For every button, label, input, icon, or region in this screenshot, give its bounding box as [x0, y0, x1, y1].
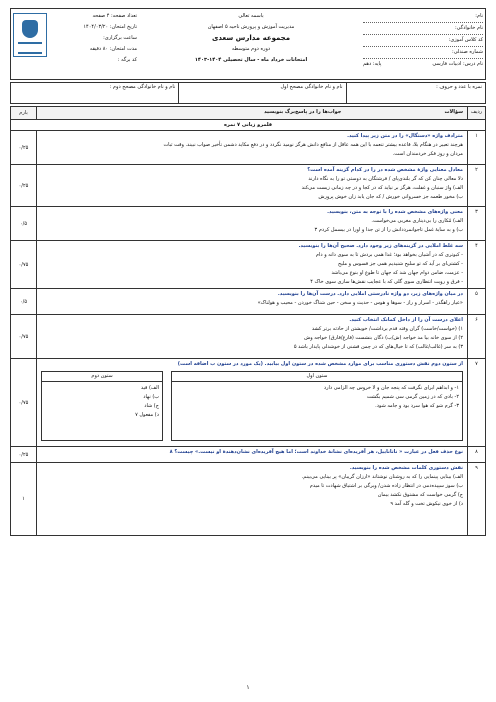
question-line: الف) واژ سنبان و غفلت، هرگز بر نیاید که در کجا و در چه زمانی زیست می‌کند — [301, 185, 463, 191]
question-title: معادل معنایی واژهٔ مشخص شده در را در کدام گزینه آمده است؟ — [307, 167, 463, 173]
question-number: ۳ — [467, 207, 485, 240]
column-one-item: ۳- گرم شو که هوا سرد بود و جامه شود. — [375, 403, 459, 409]
question-title: از ستون دوم نقش دستوری مناسب برای موارد مشخص شده در ستون اول بیابید. (یک مورد در ستون ب اضافه است) — [177, 361, 463, 367]
question-title: در میان واژه‌های زیر، دو واژه نادرستی املایی دارد. درست آن‌ها را بنویسید. — [277, 291, 463, 297]
exam-time: ساعت برگزاری: — [103, 35, 137, 41]
question-number: ۱ — [467, 131, 485, 164]
grading-row — [10, 82, 486, 104]
question-score: ۰/۲۵ — [11, 165, 37, 206]
question-number: ۵ — [467, 289, 485, 314]
question-score: ۰/۷۵ — [11, 359, 37, 446]
question-number: ۸ — [467, 447, 485, 462]
exam-header — [10, 8, 486, 80]
student-info — [363, 11, 483, 77]
first-corrector-field[interactable]: نام و نام خانوادگی مصحح اول — [178, 83, 345, 103]
exam-date: تاریخ امتحان: ۱۴۰۴/۰۳/۲۰ — [83, 24, 137, 30]
question-line: الف) مُکاری را بی‌دیناری مغربی می‌خواست. — [371, 218, 463, 224]
org-name: مدیریت آموزش و پرورش ناحیه ۵ اصفهان — [207, 24, 295, 30]
question-line: - عزمت، ضامن دوام جهان شد که جهان تا طوع او بنوع می‌باشد — [331, 270, 463, 276]
score-field[interactable]: نمره با عدد و حروف : — [346, 83, 485, 103]
exam-duration: مدت امتحان: ۸۰ دقیقه — [89, 46, 137, 52]
question-number: ۶ — [467, 315, 485, 358]
student-family-field[interactable]: نام خانوادگی: — [363, 23, 483, 35]
question-title: معنی واژه‌های مشخص شده را با توجه به متن، بنویسید. — [327, 209, 463, 215]
question-title: مترادف واژه «دستگال» را در متن زیر پیدا کنید. — [347, 133, 463, 139]
question-row — [11, 131, 485, 165]
question-row — [11, 463, 485, 535]
col-questions-header: سؤالات — [444, 109, 463, 115]
question-line: ب) سوز سپیده‌دمی در انتظار زاده شدن/ ویرگی بر اشتیاق شهادت تا میدم — [309, 483, 463, 489]
column-one-box — [171, 371, 463, 441]
column-one-item: ۱- و ابداهم ابرای نگرفت که پنجه جان و لا خروس چه الزامی دارد — [323, 385, 459, 391]
answer-instruction: جواب‌ها را در پاسخ‌برگ بنویسید — [264, 109, 342, 115]
question-line: دلا معالی چنان کن که گر بلندی‌پای / فرشتگان به دوستی تو را به نگاه دارند — [308, 176, 463, 182]
question-score: ۰/۷۵ — [11, 315, 37, 358]
page-count: تعداد صفحه: ۴ صفحه — [92, 13, 137, 19]
question-line: ۳) به سر (غالب/غالب) که تا خیال‌های که در چمن قشنی از خوشدلی پایدار باشد ۵ — [293, 344, 463, 350]
question-row — [11, 447, 485, 463]
question-row — [11, 207, 485, 241]
question-number: ۹ — [467, 463, 485, 535]
col-row-header: ردیف — [467, 107, 485, 119]
question-number: ۷ — [467, 359, 485, 446]
column-two-item: ج) شاد — [144, 403, 159, 409]
question-row — [11, 359, 485, 447]
question-number: ۲ — [467, 165, 485, 206]
school-logo-icon — [13, 13, 47, 57]
school-name: مجموعه مدارس سعدی — [211, 34, 291, 42]
page-number: ۱ — [246, 684, 250, 691]
school-level: دوره دوم متوسطه — [231, 46, 271, 52]
bismillah: باسمه تعالی — [238, 13, 264, 19]
question-line: د) از خوی نیکوش تخت و گله آمد ۹ — [390, 501, 463, 507]
question-line: مردان و روز فکر خردمندان است. — [392, 151, 463, 157]
column-one-item: ۲- بادی که در زمین گرمی سی شمیم بگشت — [366, 394, 459, 400]
question-score: ۰/۵ — [11, 207, 37, 240]
seat-number-field[interactable]: شماره صندلی: — [363, 47, 483, 59]
question-line: هرچند تعبیر در هنگام بلا، قاعده بیشتر تنعمه با این همه عاقل از منافع دانش هرگز نومید نگردد و در دفع مکاید دشمن تأخیر صواب نبیند. وقت ثبات — [163, 142, 463, 148]
question-title: سه غلط املایی در گزینه‌های زیر وجود دارد. صحیح آن‌ها را بنویسید. — [298, 243, 463, 249]
column-two-header: ستون دوم — [42, 372, 162, 382]
question-title: نوع حذف فعل در عبارت « ناتاناییل، هر آفریده‌ای نشانهٔ خداوند است؛ اما هیچ آفریده‌ای نشان‌دهندهٔ او نیست.» چیست؟ ۸ — [169, 449, 463, 455]
table-header-row — [11, 107, 485, 120]
col-score-header: بارم — [11, 107, 37, 119]
column-two-box — [41, 371, 163, 441]
question-number: ۴ — [467, 241, 485, 288]
student-code-field[interactable]: کد کلاس آموزی: — [363, 35, 483, 47]
question-line: ۲) از سوی خانه بیا مد خواجه (ش/ب) دگان بنشست (فارغ/فارق) خواجه وش — [304, 335, 463, 341]
question-score: ۰/۵ — [11, 289, 37, 314]
question-line: «عیار راهگذر - اسرار و راز - سوها و هوس - حدیث و سخن - حین شناگ خوردن - محیب و هولناک» — [257, 300, 463, 306]
subject-name: نام درس: ادبیات فارسی — [432, 61, 483, 67]
question-line: ۱) (خواست/خاست) گران وقته قدم برداشت/ خویشتن از حادثه برتر کشد — [311, 326, 463, 332]
column-two-item: الف) قید — [140, 385, 159, 391]
exam-info-left — [51, 11, 137, 77]
section-title-row — [11, 120, 485, 131]
column-one-header: ستون اول — [172, 372, 462, 382]
section-title: قلمرو زبانی ۷ نمره — [223, 122, 273, 128]
question-score: ۰/۲۵ — [11, 131, 37, 164]
question-title: اعلای درست آن را از داخل کمانک انتخاب کنید. — [349, 317, 463, 323]
questions-table — [10, 106, 486, 536]
question-line: ب) و به سایهٔ غمل تاجوانمرددانش را از تن جدا و اورا در بیسمل کردم ۳ — [314, 227, 463, 233]
student-name-field[interactable]: نام: — [363, 11, 483, 23]
exam-title-block — [161, 11, 341, 77]
question-line: ب) مخور طعمه جز خسروانی خورش / که جان یابد زان خوش پرورش — [318, 194, 463, 200]
question-score: ۰/۷۵ — [11, 241, 37, 288]
column-two-item: د) مفعول ۷ — [135, 412, 159, 418]
question-score: ۱ — [11, 463, 37, 535]
grade-level: پایه: دهم — [363, 61, 382, 67]
question-line: - فرق و رویت انتظاری سوی گلی که با عجایب نقش‌ها سازی سوی خاک ۴ — [310, 279, 463, 285]
question-row — [11, 289, 485, 315]
question-line: - کبوتری که در آشیان بخواهد بود؛ غذا همی بردش تا به سوی دانه و دام — [315, 252, 463, 258]
question-row — [11, 165, 485, 207]
column-two-item: ب) نهاد — [143, 394, 159, 400]
question-row — [11, 241, 485, 289]
second-corrector-field[interactable]: نام و نام خانوادگی مصحح دوم : — [109, 84, 176, 90]
question-line: ج) گرمی خواست که مشتوق نکشد بیمان — [377, 492, 463, 498]
sheet-code: کد برگه : — [117, 57, 137, 63]
question-line: الف) بینایی پینمایی را که به روشنان نوشتاند «ارزان گریبان» پر بینایی می‌بینم. — [301, 474, 463, 480]
question-row — [11, 315, 485, 359]
question-score: ۰/۲۵ — [11, 447, 37, 462]
question-title: نقش دستوری کلمات مشخص شده را بنویسید. — [349, 465, 463, 471]
question-line: - کشتی‌ای بر آید که تو سلیح شنیدیم همی جز فسوس و ملیح — [338, 261, 463, 267]
exam-session: امتحانات خرداد ماه - سال تحصیلی ۱۴۰۴-۱۴۰۳ — [194, 57, 308, 63]
